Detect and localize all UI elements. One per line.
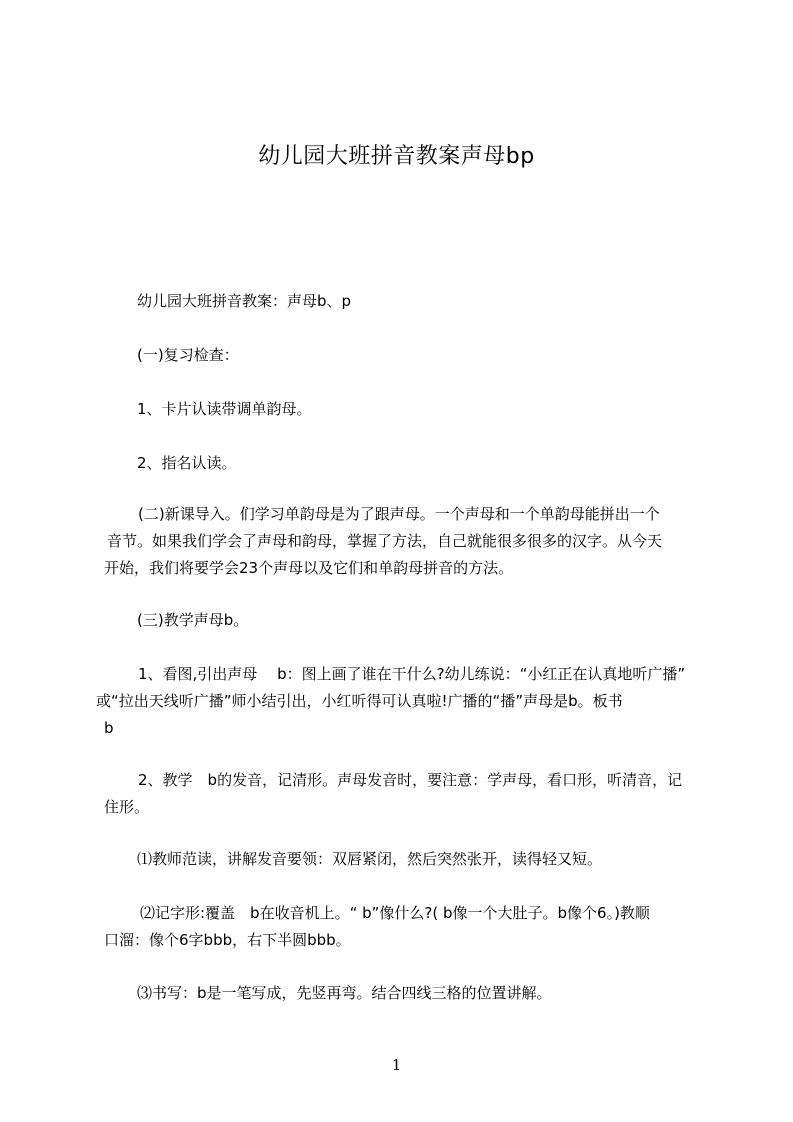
document-title: 幼儿园大班拼音教案声母bp <box>258 144 535 169</box>
paragraph-picture-intro <box>96 661 686 742</box>
paragraph-line: (二)新课导入。们学习单韵母是为了跟声母。一个声母和一个单韵母能拼出一个 <box>138 505 660 523</box>
list-item <box>137 396 312 423</box>
paragraph-line: 2、指名认读。 <box>137 454 237 472</box>
paragraph-line: 2、教学 b的发音，记清形。声母发音时，要注意：学声母，看口形，听清音，记 <box>138 771 683 789</box>
paragraph-line: 幼儿园大班拼音教案：声母b、p <box>137 292 352 310</box>
paragraph-line: b <box>104 719 114 737</box>
section-heading-teach-b <box>137 607 248 634</box>
paragraph-line: 或“拉出天线听广播”师小结引出，小红听得可认真啦!广播的“播”声母是b。板书 <box>96 692 623 710</box>
paragraph-line: 开始，我们将要学会23个声母以及它们和单韵母拼音的方法。 <box>104 559 514 577</box>
paragraph-new-lesson <box>104 501 662 582</box>
section-heading-review <box>137 342 239 369</box>
paragraph-line: (三)教学声母b。 <box>137 611 249 629</box>
paragraph-line: 住形。 <box>104 798 150 816</box>
paragraph-shape <box>104 900 650 954</box>
paragraph-line: ⑴教师范读，讲解发音要领：双唇紧闭，然后突然张开，读得轻又短。 <box>137 850 603 868</box>
paragraph-heading <box>137 288 351 315</box>
paragraph-line: ⑶书写：b是一笔写成，先竖再弯。结合四线三格的位置讲解。 <box>137 984 552 1002</box>
paragraph-line: ⑵记字形:覆盖 b在收音机上。“ b”像什么?( b像一个大肚子。b像个6。)教顺 <box>140 904 650 922</box>
list-item <box>137 846 602 873</box>
paragraph-line: 音节。如果我们学会了声母和韵母，掌握了方法，自己就能很多很多的汉字。从今天 <box>107 532 663 550</box>
paragraph-line: (一)复习检查： <box>137 346 239 364</box>
list-item <box>137 980 552 1007</box>
paragraph-line: 口溜：像个6字bbb，右下半圆bbb。 <box>104 931 351 949</box>
paragraph-pronunciation <box>104 767 682 821</box>
list-item <box>137 450 237 477</box>
paragraph-line: 1、卡片认读带调单韵母。 <box>137 400 312 418</box>
page-number: 1 <box>391 1056 402 1074</box>
paragraph-line: 1、看图,引出声母 b：图上画了谁在干什么?幼儿练说：“小红正在认真地听广播” <box>138 665 686 683</box>
